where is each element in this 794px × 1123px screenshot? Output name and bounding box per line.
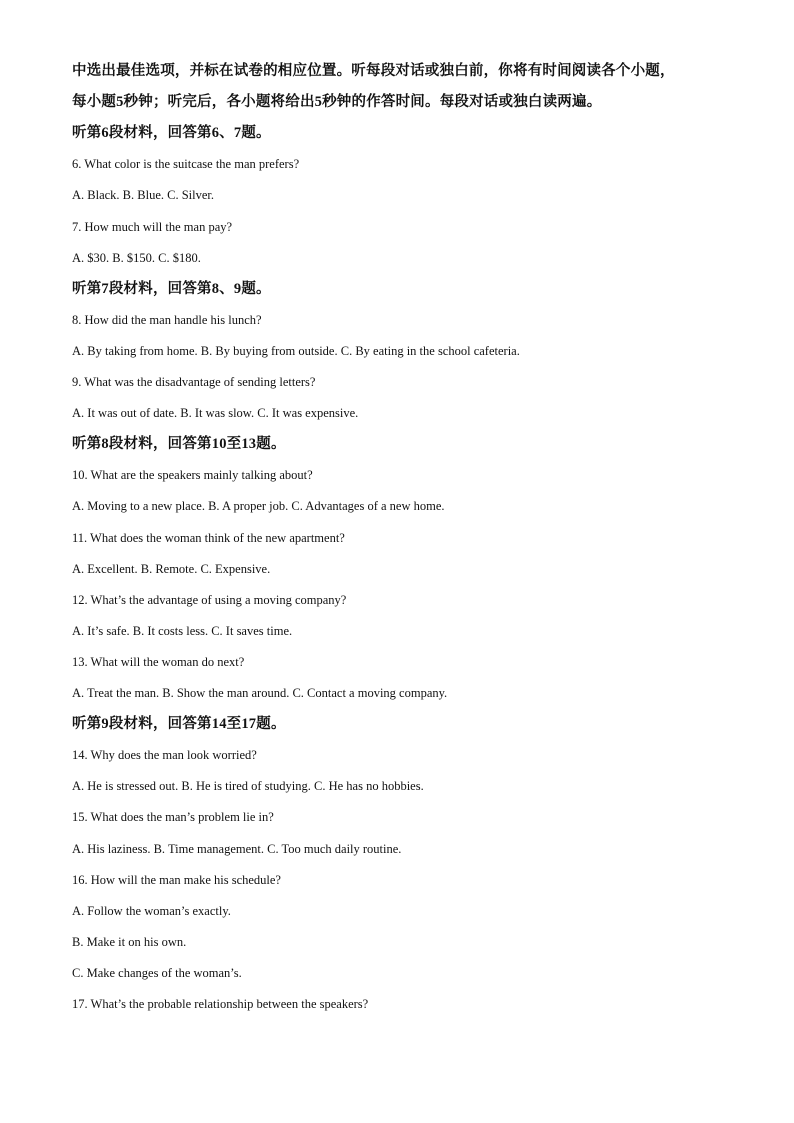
- question-8: 8. How did the man handle his lunch?: [72, 312, 262, 327]
- option-16-c: C. Make changes of the woman’s.: [72, 965, 242, 980]
- question-6: 6. What color is the suitcase the man prefers?: [72, 157, 300, 172]
- option-16-b: B. Make it on his own.: [72, 934, 187, 949]
- options-14: A. He is stressed out. B. He is tired of studying. C. He has no hobbies.: [72, 779, 424, 794]
- question-11: 11. What does the woman think of the new apartment?: [72, 530, 345, 545]
- section-heading-6: 听第6段材料，回答第6、7题。: [72, 125, 271, 142]
- options-6: A. Black. B. Blue. C. Silver.: [72, 188, 215, 203]
- section-heading-7: 听第7段材料，回答第8、9题。: [72, 280, 271, 297]
- question-12: 12. What’s the advantage of using a moving company?: [72, 592, 347, 607]
- question-10: 10. What are the speakers mainly talking about?: [72, 468, 313, 483]
- option-16-a: A. Follow the woman’s exactly.: [72, 903, 231, 918]
- question-15: 15. What does the man’s problem lie in?: [72, 810, 274, 825]
- options-11: A. Excellent. B. Remote. C. Expensive.: [72, 561, 271, 576]
- options-7: A. $30. B. $150. C. $180.: [72, 250, 201, 265]
- section-heading-9: 听第9段材料，回答第14至17题。: [72, 716, 286, 733]
- question-14: 14. Why does the man look worried?: [72, 748, 257, 763]
- question-17: 17. What’s the probable relationship between the speakers?: [72, 997, 369, 1011]
- options-10: A. Moving to a new place. B. A proper job. C. Advantages of a new home.: [72, 499, 445, 514]
- options-15: A. His laziness. B. Time management. C. Too much daily routine.: [72, 841, 402, 856]
- instruction-line-1: 中选出最佳选项，并标在试卷的相应位置。听每段对话或独白前，你将有时间阅读各个小题，: [72, 63, 675, 79]
- section-heading-8: 听第8段材料，回答第10至13题。: [72, 436, 286, 453]
- options-13: A. Treat the man. B. Show the man around. C. Contact a moving company.: [72, 686, 448, 700]
- question-9: 9. What was the disadvantage of sending letters?: [72, 375, 316, 389]
- question-16: 16. How will the man make his schedule?: [72, 872, 281, 887]
- question-13: 13. What will the woman do next?: [72, 654, 245, 669]
- instruction-line-2: 每小题5秒钟；听完后，各小题将给出5秒钟的作答时间。每段对话或独白读两遍。: [72, 94, 602, 111]
- options-9: A. It was out of date. B. It was slow. C. It was expensive.: [72, 406, 359, 421]
- options-12: A. It’s safe. B. It costs less. C. It saves time.: [72, 623, 293, 638]
- options-8: A. By taking from home. B. By buying from outside. C. By eating in the school cafeteria.: [72, 343, 520, 358]
- question-7: 7. How much will the man pay?: [72, 219, 233, 234]
